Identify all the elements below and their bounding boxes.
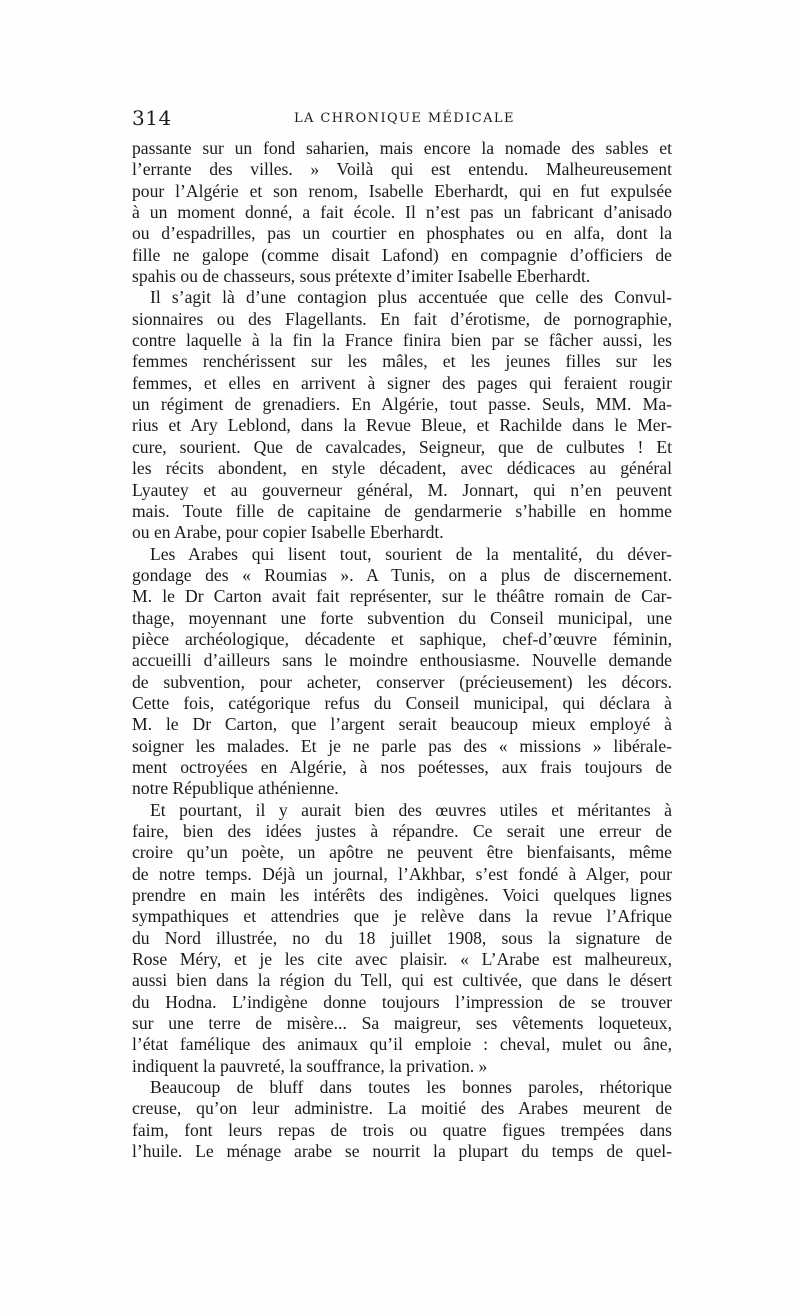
text-line: sur une terre de misère... Sa maigreur, ses vêtements loqueteux,: [132, 1013, 672, 1034]
text-line: femmes renchérissent sur les mâles, et les jeunes filles sur les: [132, 351, 672, 372]
text-line: pièce archéologique, décadente et saphique, chef-d’œuvre féminin,: [132, 628, 672, 649]
text-line: ment octroyées en Algérie, à nos poétesses, aux frais toujours de: [132, 756, 672, 777]
text-line: Rose Méry, et je les cite avec plaisir. « L’Arabe est malheureux,: [132, 949, 672, 970]
text-line: spahis ou de chasseurs, sous prétexte d’imiter Isabelle Eberhardt.: [132, 266, 591, 287]
text-line: Lyautey et au gouverneur général, M. Jonnart, qui n’en peuvent: [132, 479, 672, 500]
text-line: aussi bien dans la région du Tell, qui est cultivée, que dans le désert: [132, 970, 672, 991]
text-line: sionnaires ou des Flagellants. En fait d’érotisme, de pornographie,: [132, 308, 672, 329]
text-line: Et pourtant, il y aurait bien des œuvres utiles et méritantes à: [150, 799, 672, 820]
text-line: de notre temps. Déjà un journal, l’Akhbar, s’est fondé à Alger, pour: [132, 863, 672, 884]
text-line: rius et Ary Leblond, dans la Revue Bleue, et Rachilde dans le Mer-: [132, 415, 672, 436]
paragraph: [132, 1077, 672, 1162]
text-line: indiquent la pauvreté, la souffrance, la privation. »: [132, 1055, 488, 1076]
text-line: Il s’agit là d’une contagion plus accentuée que celle des Convul-: [150, 287, 672, 308]
text-line: ou en Arabe, pour copier Isabelle Eberhardt.: [132, 522, 444, 543]
paragraph: [132, 138, 672, 287]
text-line: M. le Dr Carton avait fait représenter, sur le théâtre romain de Car-: [132, 586, 672, 607]
text-line: Cette fois, catégorique refus du Conseil municipal, qui déclara à: [132, 692, 672, 713]
text-line: l’errante des villes. » Voilà qui est entendu. Malheureusement: [132, 159, 672, 180]
text-line: sympathiques et attendries que je relève dans la revue l’Afrique: [132, 906, 672, 927]
text-line: les récits abondent, en style décadent, avec dédicaces au général: [132, 458, 672, 479]
text-line: pour l’Algérie et son renom, Isabelle Eberhardt, qui en fut expulsée: [132, 180, 672, 201]
text-line: de subvention, pour acheter, conserver (précieusement) les décors.: [132, 671, 672, 692]
text-line: Les Arabes qui lisent tout, sourient de la mentalité, du déver-: [150, 543, 672, 564]
paragraph: [132, 544, 672, 800]
text-line: passante sur un fond saharien, mais encore la nomade des sables et: [132, 138, 672, 158]
text-line: à un moment donné, a fait école. Il n’est pas un fabricant d’anisado: [132, 202, 672, 223]
page-header: [132, 106, 672, 136]
running-title: LA CHRONIQUE MÉDICALE: [294, 111, 515, 126]
text-line: accueilli d’ailleurs sans le moindre enthousiasme. Nouvelle demande: [132, 650, 672, 671]
text-line: faire, bien des idées justes à répandre. Ce serait une erreur de: [132, 821, 672, 841]
text-line: thage, moyennant une forte subvention du Conseil municipal, une: [132, 607, 672, 628]
page-number: 314: [132, 106, 172, 130]
text-line: contre laquelle à la fin la France finira bien par se fâcher aussi, les: [132, 330, 672, 351]
paragraph: [132, 287, 672, 543]
body-text: [132, 138, 672, 1163]
text-line: gondage des « Roumias ». A Tunis, on a plus de discernement.: [132, 564, 672, 585]
text-line: prendre en main les intérêts des indigènes. Voici quelques lignes: [132, 885, 672, 906]
text-line: croire qu’un poète, un apôtre ne peuvent être bienfaisants, même: [132, 842, 672, 863]
text-line: l’état famélique des animaux qu’il emploie : cheval, mulet ou âne,: [132, 1034, 672, 1055]
text-line: M. le Dr Carton, que l’argent serait beaucoup mieux employé à: [132, 714, 672, 735]
text-line: cure, sourient. Que de cavalcades, Seigneur, que de culbutes ! Et: [132, 436, 672, 457]
text-line: fille ne galope (comme disait Lafond) en compagnie d’officiers de: [132, 244, 672, 265]
text-line: femmes, et elles en arrivent à signer des pages qui feraient rougir: [132, 372, 672, 393]
text-line: mais. Toute fille de capitaine de gendarmerie s’habille en homme: [132, 500, 672, 521]
text-line: l’huile. Le ménage arabe se nourrit la plupart du temps de quel-: [132, 1141, 672, 1162]
text-line: creuse, qu’on leur administre. La moitié des Arabes meurent de: [132, 1098, 672, 1119]
text-line: du Nord illustrée, no du 18 juillet 1908, sous la signature de: [132, 927, 672, 948]
text-line: un régiment de grenadiers. En Algérie, tout passe. Seuls, MM. Ma-: [132, 394, 672, 415]
text-line: soigner les malades. Et je ne parle pas des « missions » libérale-: [132, 735, 672, 756]
text-line: notre République athénienne.: [132, 778, 339, 799]
text-line: ou d’espadrilles, pas un courtier en phosphates ou en alfa, dont la: [132, 223, 672, 244]
text-line: faim, font leurs repas de trois ou quatre figues trempées dans: [132, 1119, 672, 1140]
text-line: du Hodna. L’indigène donne toujours l’impression de se trouver: [132, 991, 672, 1012]
paragraph: [132, 800, 672, 1077]
text-line: Beaucoup de bluff dans toutes les bonnes paroles, rhétorique: [150, 1077, 672, 1098]
